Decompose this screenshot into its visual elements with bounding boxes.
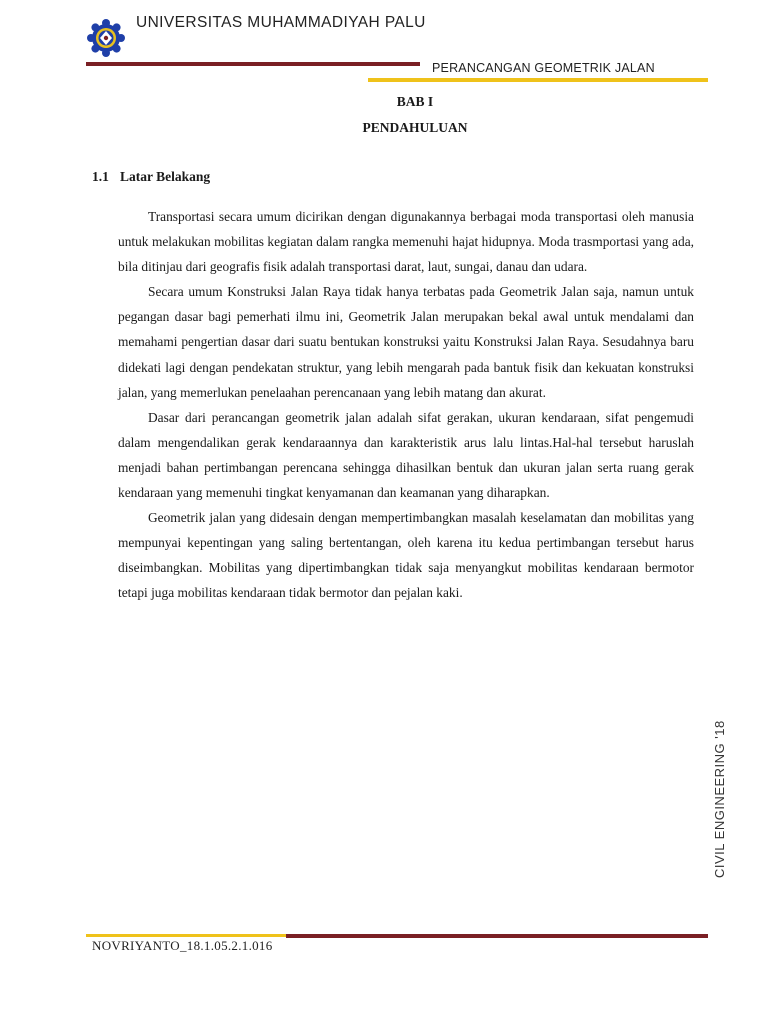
section-heading	[92, 169, 210, 185]
footer-rule-gold	[86, 934, 288, 937]
paragraph: Secara umum Konstruksi Jalan Raya tidak hanya terbatas pada Geometrik Jalan saja, namun untuk pegangan dasar bagi pemerhati ilmu ini, Geometrik Jalan merupakan bekal awal untuk mendalami dan memahami pengertian dasar dari suatu bentukan konstruksi yaitu Konstruksi Jalan Raya. Sesudahnya baru didekati lagi dengan pendekatan struktur, yang lebih mengarah pada bantuk fisik dan kekuatan konstruksi jalan, yang memerlukan penelaahan perencanaan yang lebih matang dan akurat.	[118, 284, 694, 400]
course-name: PERANCANGAN GEOMETRIK JALAN	[432, 61, 655, 75]
section-number: 1.1	[92, 169, 109, 184]
chapter-number: BAB I	[396, 94, 434, 109]
paragraph: Transportasi secara umum dicirikan dengan digunakannya berbagai moda transportasi oleh manusia untuk melakukan mobilitas kegiatan dalam rangka memenuhi hajat hidupnya. Moda trasmportasi yang ada, bila ditinjau dari geografis fisik adalah transportasi darat, laut, sungai, danau dan udara.	[118, 209, 694, 275]
section-title: Latar Belakang	[120, 169, 211, 184]
body-text	[118, 204, 694, 606]
chapter-title: PENDAHULUAN	[362, 120, 468, 135]
footer-rule-maroon	[286, 934, 708, 938]
footer-author-id: NOVRIYANTO_18.1.05.2.1.016	[92, 938, 273, 953]
header-rule-gold	[368, 78, 708, 82]
university-seal-icon	[86, 18, 126, 58]
paragraph: Dasar dari perancangan geometrik jalan adalah sifat gerakan, ukuran kendaraan, sifat pengemudi dalam mengendalikan gerak kendaraannya dan karakteristik arus lalu lintas.Hal-hal tersebut haruslah menjadi bahan pertimbangan perencana sehingga dihasilkan bentuk dan ukuran jalan serta ruang gerak kendaraan yang memenuhi tingkat kenyamanan dan keamanan yang diharapkan.	[118, 409, 694, 501]
header-rule-maroon	[86, 62, 420, 66]
side-label: CIVIL ENGINEERING '18	[712, 720, 727, 878]
paragraph: Geometrik jalan yang didesain dengan mempertimbangkan masalah keselamatan dan mobilitas yang mempunyai kepentingan yang saling bertentangan, oleh karena itu kedua pertimbangan tersebut harus diseimbangkan. Mobilitas yang dipertimbangkan tidak saja menyangkut mobilitas kendaraan bermotor tetapi juga mobilitas kendaraan tidak bermotor dan pejalan kaki.	[118, 510, 694, 601]
institution-name: UNIVERSITAS MUHAMMADIYAH PALU	[136, 14, 426, 31]
